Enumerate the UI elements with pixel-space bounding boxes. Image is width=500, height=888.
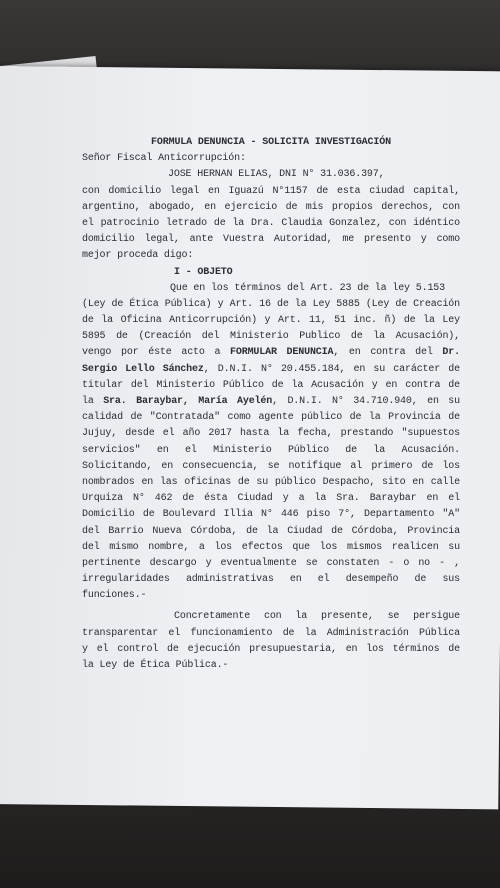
- closing-line: la Ley de Ética Pública.-: [82, 660, 229, 671]
- bold-run: Dr.: [442, 347, 460, 359]
- objeto-line: del mismo nombre, a los efectos que los mismos realicen su: [82, 541, 460, 553]
- intro-line: el patrocinio letrado de la Dra. Claudia Gonzalez, con idéntico: [82, 217, 460, 229]
- text-run: , en contra del: [333, 347, 443, 359]
- objeto-line: Domicilio de Boulevard Illia N° 446 piso 7°, Departamento "A": [82, 509, 460, 521]
- objeto-line: nombrados en las oficinas de su público Despacho, sito en calle: [82, 476, 460, 488]
- objeto-line: funciones.-: [82, 590, 147, 602]
- section-heading: I - OBJETO: [174, 266, 233, 278]
- objeto-line: servicios" en el Ministerio Público de la Acusación.: [82, 444, 460, 456]
- addressee: Señor Fiscal Anticorrupción:: [82, 153, 246, 165]
- intro-line: mejor proceda digo:: [82, 250, 194, 262]
- objeto-line: Que en los términos del Art. 23 de la ley 5.153: [170, 282, 445, 294]
- objeto-line: Solicitando, en consecuencia, se notifique al primero de los: [82, 460, 460, 472]
- objeto-line: [82, 394, 460, 410]
- objeto-line: pertinente descargo y eventualmente se constaten - o no - ,: [82, 557, 460, 569]
- objeto-line: [82, 345, 460, 361]
- bold-run: FORMULAR DENUNCIA: [230, 347, 334, 359]
- text-run: la: [82, 396, 104, 407]
- objeto-line: (Ley de Ética Pública) y Art. 16 de la Ley 5885 (Ley de Creación: [82, 298, 460, 310]
- objeto-line: titular del Ministerio Público de la Acusación y en contra de: [82, 379, 460, 391]
- closing-line: Concretamente con la presente, se persigue: [174, 611, 460, 623]
- intro-line: domicilio legal, ante Vuestra Autoridad, me presento y como: [82, 234, 460, 246]
- closing-line: transparentar el funcionamiento de la Administración Pública: [82, 627, 460, 639]
- document-title: FORMULA DENUNCIA - SOLICITA INVESTIGACIÓN: [151, 137, 391, 148]
- objeto-line: Urquiza N° 462 de ésta Ciudad y a la Sra. Baraybar en el: [82, 493, 460, 505]
- document-body: [82, 135, 460, 674]
- objeto-line: calidad de "Contratada" como agente público de la Provincia de: [82, 412, 460, 424]
- objeto-line: 5895 de (Creación del Ministerio Publico de la Acusación),: [82, 331, 460, 343]
- objeto-line: irregularidades administrativas en el desempeño de sus: [82, 574, 460, 586]
- intro-line: JOSE HERNAN ELIAS, DNI N° 31.036.397,: [168, 169, 385, 181]
- intro-line: argentino, abogado, en ejercicio de mis propios derechos, con: [82, 201, 460, 213]
- text-run: , D.N.I. N° 34.710.940, en su: [272, 396, 460, 407]
- text-run: vengo por éste acto a: [82, 347, 231, 359]
- background-bottom: [0, 800, 500, 888]
- intro-line: con domicilio legal en Iguazú N°1157 de esta ciudad capital,: [82, 185, 460, 197]
- closing-line: y el control de ejecución presupuestaria, en los términos de: [82, 643, 460, 655]
- objeto-line: de la Oficina Anticorrupción) y Art. 11, 51 inc. ñ) de la Ley: [82, 315, 460, 327]
- objeto-line: [82, 362, 460, 378]
- bold-run: Sergio Lello Sánchez: [82, 363, 204, 375]
- text-run: , D.N.I. N° 20.455.184, en su carácter de: [203, 363, 460, 375]
- objeto-line: del Barrio Nueva Córdoba, de la Ciudad de Córdoba, Provincia: [82, 525, 460, 537]
- objeto-line: Jujuy, desde el año 2017 hasta la fecha, prestando "supuestos: [82, 428, 460, 440]
- bold-run: Sra. Baraybar, María Ayelén: [103, 396, 273, 407]
